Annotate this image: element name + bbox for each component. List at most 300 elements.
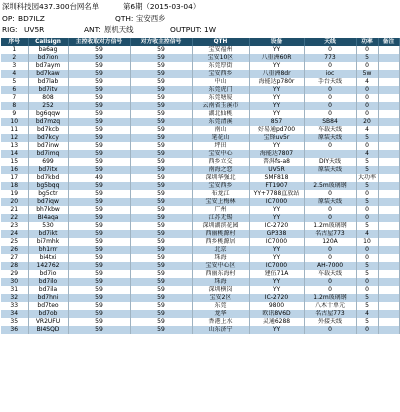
cell-notes (378, 278, 399, 286)
cell-notes (378, 118, 399, 126)
cell-rig: 好易通pd700 (249, 126, 304, 134)
cell-index: 19 (1, 190, 28, 198)
cell-index: 17 (1, 174, 28, 182)
cell-rig: 9800 (249, 302, 304, 310)
cell-rig: 857 (249, 118, 304, 126)
table-row (1, 198, 399, 206)
cell-qth: 宝安上梅林 (192, 198, 249, 206)
cell-sent: 59 (130, 190, 192, 198)
cell-qth: 云南省玉溪市 (192, 102, 249, 110)
cell-notes (378, 190, 399, 198)
cell-antenna (304, 174, 356, 182)
cell-rig: FT1907 (249, 182, 304, 190)
cell-rig: 建伍71A (249, 270, 304, 278)
cell-callsign: bd7iqw (28, 198, 68, 206)
cell-antenna: 原装天线 (304, 166, 356, 174)
cell-notes (378, 46, 399, 54)
cell-sent: 59 (130, 318, 192, 326)
cell-callsign: bd7itv (28, 86, 68, 94)
table-row (1, 262, 399, 270)
cell-power: 0 (356, 94, 378, 102)
cell-rig: 灵通6288 (249, 318, 304, 326)
cell-sent: 59 (130, 278, 192, 286)
cell-index: 27 (1, 254, 28, 262)
table-row (1, 270, 399, 278)
cell-sent: 59 (130, 46, 192, 54)
cell-callsign: 808 (28, 94, 68, 102)
cell-callsign: 699 (28, 158, 68, 166)
cell-callsign: bd7mzq (28, 118, 68, 126)
cell-callsign: 530 (28, 222, 68, 230)
cell-received: 49 (68, 174, 130, 182)
cell-sent: 59 (130, 238, 192, 246)
cell-notes (378, 246, 399, 254)
cell-antenna: 0 (304, 278, 356, 286)
cell-antenna: 773 (304, 54, 356, 62)
cell-sent: 59 (130, 294, 192, 302)
cell-callsign: bd7ilo (28, 278, 68, 286)
cell-qth: 西丽桃源村 (192, 230, 249, 238)
cell-index: 9 (1, 110, 28, 118)
cell-index: 35 (1, 318, 28, 326)
cell-antenna: 外接天线 (304, 318, 356, 326)
cell-received: 59 (68, 318, 130, 326)
cell-callsign: VR2UFU (28, 318, 68, 326)
cell-notes (378, 150, 399, 158)
cell-rig: 欧讯8V6D (249, 310, 304, 318)
cell-index: 24 (1, 230, 28, 238)
cell-sent: 59 (130, 70, 192, 78)
cell-sent: 59 (130, 142, 192, 150)
cell-sent: 59 (130, 182, 192, 190)
cell-power: 0 (356, 214, 378, 222)
cell-antenna: 0 (304, 62, 356, 70)
cell-rig: IC-2720 (249, 222, 304, 230)
cell-rig: 宝锋uv5r (249, 134, 304, 142)
cell-antenna: 0 (304, 110, 356, 118)
cell-antenna: 原装天线 (304, 134, 356, 142)
ant-value: 原机天线 (104, 25, 134, 34)
cell-received: 59 (68, 238, 130, 246)
cell-power: 5 (356, 158, 378, 166)
cell-callsign: bd7ila (28, 286, 68, 294)
cell-qth: 宝安西乡 (192, 70, 249, 78)
cell-notes (378, 110, 399, 118)
cell-notes (378, 326, 399, 334)
cell-power: 0 (356, 254, 378, 262)
cell-antenna: 0 (304, 246, 356, 254)
cell-sent: 59 (130, 310, 192, 318)
cell-sent: 59 (130, 254, 192, 262)
cell-notes (378, 238, 399, 246)
cell-notes (378, 126, 399, 134)
cell-received: 59 (68, 278, 130, 286)
cell-antenna: 0 (304, 214, 356, 222)
table-row (1, 190, 399, 198)
cell-rig: 海能达7807 (249, 150, 304, 158)
cell-callsign: bd7ikt (28, 230, 68, 238)
cell-qth: 东莞虎门 (192, 86, 249, 94)
cell-index: 5 (1, 78, 28, 86)
cell-qth: 南山 (192, 126, 249, 134)
cell-sent: 59 (130, 78, 192, 86)
cell-antenna: 0 (304, 254, 356, 262)
cell-rig: IC7000 (249, 262, 304, 270)
cell-rig: YY (249, 142, 304, 150)
cell-rig: YY (249, 326, 304, 334)
cell-index: 31 (1, 286, 28, 294)
cell-index: 30 (1, 278, 28, 286)
cell-rig: YY (249, 254, 304, 262)
cell-received: 59 (68, 182, 130, 190)
cell-antenna: 0 (304, 142, 356, 150)
table-row (1, 70, 399, 78)
cell-callsign: bd7kcy (28, 134, 68, 142)
cell-qth: 江苏无锡 (192, 214, 249, 222)
cell-rig: GP338 (249, 230, 304, 238)
cell-index: 8 (1, 102, 28, 110)
table-row (1, 62, 399, 70)
cell-callsign: bd7hni (28, 294, 68, 302)
cell-power: 20 (356, 118, 378, 126)
cell-qth: 珠海 (192, 254, 249, 262)
cell-notes (378, 206, 399, 214)
table-row (1, 222, 399, 230)
page-header (0, 0, 400, 38)
cell-qth: 南海之恋 (192, 166, 249, 174)
cell-callsign: bh7kbw (28, 206, 68, 214)
cell-sent: 59 (130, 118, 192, 126)
cell-callsign: bd7imq (28, 150, 68, 158)
cell-callsign: BI4aqa (28, 214, 68, 222)
qth-label: QTH: (115, 14, 134, 23)
cell-received: 59 (68, 54, 130, 62)
cell-sent: 59 (130, 246, 192, 254)
cell-power: 5 (356, 294, 378, 302)
table-row (1, 166, 399, 174)
cell-received: 59 (68, 254, 130, 262)
cell-index: 10 (1, 118, 28, 126)
cell-rig: YY (249, 246, 304, 254)
output-label: OUTPUT: (170, 25, 202, 34)
cell-received: 59 (68, 198, 130, 206)
cell-notes (378, 310, 399, 318)
cell-notes (378, 262, 399, 270)
cell-qth: 广州 (192, 206, 249, 214)
cell-rig: YY (249, 102, 304, 110)
table-row (1, 294, 399, 302)
cell-qth: 宝安福州 (192, 46, 249, 54)
cell-qth: 东莞清溪 (192, 118, 249, 126)
cell-received: 59 (68, 70, 130, 78)
op-label: OP: (2, 14, 15, 23)
table-row (1, 246, 399, 254)
cell-sent: 59 (130, 262, 192, 270)
col-header-callsign: Callsign (28, 38, 68, 46)
cell-qth: 坪田 (192, 142, 249, 150)
cell-notes (378, 70, 399, 78)
cell-callsign: bh1rrr (28, 246, 68, 254)
cell-power: 0 (356, 206, 378, 214)
cell-rig: YY (249, 286, 304, 294)
cell-callsign: bi4txi (28, 254, 68, 262)
cell-antenna: 0 (304, 46, 356, 54)
cell-index: 6 (1, 86, 28, 94)
cell-index: 2 (1, 54, 28, 62)
cell-sent: 59 (130, 94, 192, 102)
cell-power: 0 (356, 102, 378, 110)
cell-rig: IC-2720 (249, 294, 304, 302)
cell-index: 22 (1, 214, 28, 222)
cell-qth: 深圳华强北 (192, 174, 249, 182)
cell-rig: 八重洲8dr (249, 70, 304, 78)
cell-callsign: bd7teo (28, 302, 68, 310)
cell-antenna: 1.2m玻璃钢 (304, 222, 356, 230)
cell-sent: 59 (130, 222, 192, 230)
cell-rig: YY (249, 110, 304, 118)
table-row (1, 206, 399, 214)
cell-antenna: AH-7000 (304, 262, 356, 270)
cell-sent: 59 (130, 150, 192, 158)
cell-notes (378, 214, 399, 222)
cell-received: 59 (68, 158, 130, 166)
cell-sent: 59 (130, 62, 192, 70)
table-row (1, 54, 399, 62)
cell-received: 59 (68, 270, 130, 278)
cell-power: 大功率 (357, 174, 376, 181)
cell-qth: 笔花山 (192, 134, 249, 142)
cell-sent: 59 (130, 134, 192, 142)
table-row (1, 118, 399, 126)
cell-power: 5 (356, 54, 378, 62)
cell-power: 0 (356, 286, 378, 294)
cell-qth: 布龙江 (192, 190, 249, 198)
cell-qth: 珠海 (192, 278, 249, 286)
cell-notes (378, 102, 399, 110)
cell-power: 4 (356, 126, 378, 134)
table-row (1, 318, 399, 326)
cell-callsign: bd7kcb (28, 126, 68, 134)
cell-rig: 普洱fs-a8 (249, 158, 304, 166)
cell-rig: YY (249, 278, 304, 286)
op-value: BD7ILZ (18, 14, 45, 23)
cell-power: 5 (356, 134, 378, 142)
cell-power: 0 (356, 246, 378, 254)
cell-sent: 59 (130, 174, 192, 182)
table-row (1, 254, 399, 262)
cell-power: 5 (356, 302, 378, 310)
cell-sent: 59 (130, 102, 192, 110)
period-label: 第6期（2015-03-04） (123, 2, 201, 11)
table-row (1, 78, 399, 86)
cell-callsign: 252 (28, 102, 68, 110)
table-row (1, 94, 399, 102)
cell-callsign: bd7lab (28, 78, 68, 86)
cell-index: 18 (1, 182, 28, 190)
cell-received: 59 (68, 310, 130, 318)
col-header-notes: 备注 (378, 38, 399, 46)
cell-received: 59 (68, 230, 130, 238)
cell-sent: 59 (130, 158, 192, 166)
cell-received: 59 (68, 126, 130, 134)
cell-notes (378, 62, 399, 70)
cell-received: 59 (68, 94, 130, 102)
cell-sent: 59 (130, 270, 192, 278)
cell-power: 5 (356, 198, 378, 206)
cell-received: 59 (68, 214, 130, 222)
cell-rig: YY+7788直放站 (249, 190, 304, 198)
cell-notes (378, 318, 399, 326)
cell-index: 1 (1, 46, 28, 54)
cell-power: 5 (356, 182, 378, 190)
cell-index: 33 (1, 302, 28, 310)
cell-received: 59 (68, 46, 130, 54)
cell-qth: 西乡立交 (192, 158, 249, 166)
qth-value: 宝安西乡 (136, 14, 166, 23)
cell-qth: 深圳横岗 (192, 286, 249, 294)
ant-label: ANT: (84, 25, 101, 34)
table-row (1, 142, 399, 150)
cell-callsign: bd7itx (28, 166, 68, 174)
cell-index: 7 (1, 94, 28, 102)
cell-received: 59 (68, 166, 130, 174)
table-row (1, 278, 399, 286)
cell-callsign: bg5bqq (28, 182, 68, 190)
cell-notes (378, 286, 399, 294)
cell-index: 13 (1, 142, 28, 150)
cell-qth: 中山 (192, 78, 249, 86)
cell-power: 4 (356, 150, 378, 158)
cell-index: 12 (1, 134, 28, 142)
cell-notes (378, 54, 399, 62)
cell-antenna: DIY天线 (304, 158, 356, 166)
list-title: 深圳科技园437.300台网名单 (2, 2, 100, 11)
table-row (1, 182, 399, 190)
cell-notes (378, 166, 399, 174)
cell-notes (378, 182, 399, 190)
table-row (1, 302, 399, 310)
cell-callsign: bd7inw (28, 142, 68, 150)
cell-rig: SMF818 (249, 174, 304, 182)
cell-power: 0 (356, 326, 378, 334)
col-header-power: 功率 (356, 38, 378, 46)
table-row (1, 214, 399, 222)
cell-index: 36 (1, 326, 28, 334)
cell-antenna: 0 (304, 286, 356, 294)
cell-sent: 59 (130, 198, 192, 206)
col-header-received: 主控收取对方信号 (68, 38, 130, 46)
cell-antenna: 0 (304, 206, 356, 214)
cell-power: 4 (356, 230, 378, 238)
table-header-row (1, 38, 399, 46)
cell-rig: YY (249, 94, 304, 102)
cell-qth: 东莞塘厦 (192, 94, 249, 102)
cell-received: 59 (68, 150, 130, 158)
table-row (1, 102, 399, 110)
cell-callsign: bg5ctr (28, 190, 68, 198)
cell-index: 16 (1, 166, 28, 174)
col-header-rig: 设备 (249, 38, 304, 46)
cell-sent: 59 (130, 54, 192, 62)
cell-rig: 海能达p780r (249, 78, 304, 86)
cell-power: 0 (356, 278, 378, 286)
col-header-qth: QTH (192, 38, 249, 46)
table-row (1, 286, 399, 294)
cell-qth: 宝安中心区 (192, 262, 249, 270)
cell-index: 15 (1, 158, 28, 166)
cell-callsign: bd7ob (28, 310, 68, 318)
cell-qth: 山东济宁 (192, 326, 249, 334)
cell-power: 5 (356, 270, 378, 278)
table-row (1, 46, 399, 54)
cell-rig: YY (249, 206, 304, 214)
table-row (1, 310, 399, 318)
cell-index: 32 (1, 294, 28, 302)
cell-qth: 西乡桃源居 (192, 238, 249, 246)
cell-callsign: ba6ag (28, 46, 68, 54)
table-row (1, 238, 399, 246)
cell-power: 0 (356, 190, 378, 198)
cell-notes (378, 270, 399, 278)
table-row (1, 134, 399, 142)
cell-sent: 59 (130, 86, 192, 94)
cell-rig: YY (249, 62, 304, 70)
cell-antenna: 手台天线 (304, 78, 356, 86)
cell-received: 59 (68, 294, 130, 302)
cell-received: 59 (68, 262, 130, 270)
cell-antenna: 车载天线 (304, 126, 356, 134)
cell-rig: 八重洲60R (249, 54, 304, 62)
cell-qth: 香港上水 (192, 318, 249, 326)
cell-index: 14 (1, 150, 28, 158)
cell-rig: YY (249, 214, 304, 222)
col-header-sent: 对方收主控信号 (130, 38, 192, 46)
cell-index: 34 (1, 310, 28, 318)
cell-rig: UV5R (249, 166, 304, 174)
cell-received: 59 (68, 118, 130, 126)
table-row (1, 126, 399, 134)
table-row (1, 174, 399, 182)
cell-sent: 59 (130, 214, 192, 222)
cell-received: 59 (68, 142, 130, 150)
cell-callsign: bg6qqw (28, 110, 68, 118)
cell-qth: 宝安2区 (192, 294, 249, 302)
cell-received: 59 (68, 190, 130, 198)
cell-index: 21 (1, 206, 28, 214)
cell-antenna: 0 (304, 190, 356, 198)
col-header-antenna: 天线 (304, 38, 356, 46)
cell-index: 26 (1, 246, 28, 254)
cell-rig: IC7000 (249, 198, 304, 206)
cell-antenna: ioc (304, 70, 356, 78)
cell-power: 0 (356, 46, 378, 54)
cell-callsign: BI4SQD (28, 326, 68, 334)
cell-notes (378, 134, 399, 142)
cell-qth: 龙华 (192, 310, 249, 318)
cell-sent: 59 (130, 206, 192, 214)
cell-index: 29 (1, 270, 28, 278)
cell-notes (378, 142, 399, 150)
cell-power: 5w (356, 70, 378, 78)
cell-notes (378, 78, 399, 86)
cell-sent: 59 (130, 326, 192, 334)
cell-callsign: bd7kaw (28, 70, 68, 78)
cell-power: 4 (356, 78, 378, 86)
cell-index: 4 (1, 70, 28, 78)
cell-sent: 59 (130, 286, 192, 294)
cell-notes (378, 254, 399, 262)
cell-antenna: 120A (304, 238, 356, 246)
